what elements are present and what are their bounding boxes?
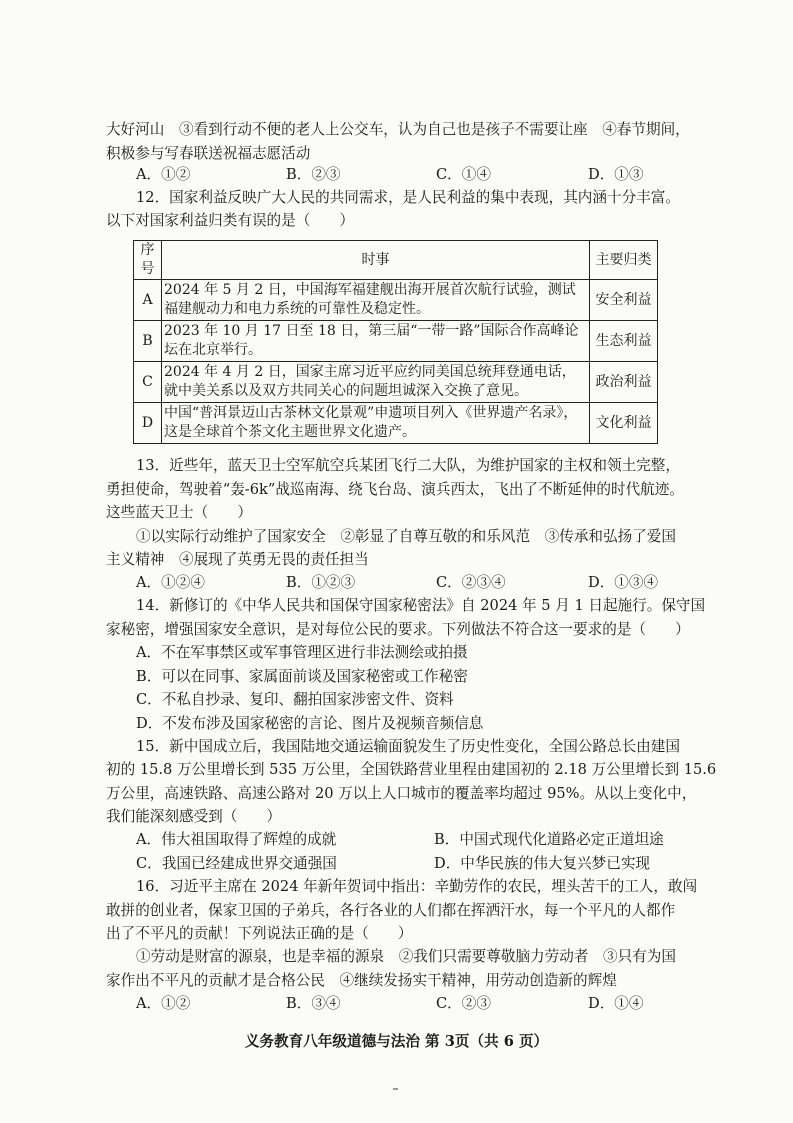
row-event: 2023 年 10 月 17 日至 18 日，第三届“一带一路”国际合作高峰论坛在北京举行。 <box>162 321 590 362</box>
q14-line-1: 14．新修订的《中华人民共和国保守国家秘密法》自 2024 年 5 月 1 日起施行。保守国 <box>136 597 706 614</box>
q13-line-5: 主义精神 ④展现了英勇无畏的责任担当 <box>106 551 369 568</box>
table-header-row <box>134 241 658 280</box>
q15-line-2: 初的 15.8 万公里增长到 535 万公里，全国铁路营业里程由建国初的 2.18 万公里增长到 15.6 <box>106 761 717 778</box>
q12-stem-line-2: 以下对国家利益归类有误的是（ ） <box>106 212 355 229</box>
q12-stem-line-1: 12．国家利益反映广大人民的共同需求，是人民利益的集中表现，其内涵十分丰富。 <box>136 189 680 206</box>
q16-option-b: B．③④ <box>286 995 341 1012</box>
q11-line-2: 积极参与写春联送祝福志愿活动 <box>106 145 311 162</box>
table-row <box>134 280 658 321</box>
q11-option-d: D．①③ <box>588 166 644 183</box>
page-footer: 义务教育八年级道德与法治 第 3页（共 6 页） <box>244 1033 549 1050</box>
q16-line-4: ①劳动是财富的源泉，也是幸福的源泉 ②我们只需要尊敬脑力劳动者 ③只有为国 <box>136 948 676 965</box>
row-event: 中国“普洱景迈山古茶林文化景观”申遗项目列入《世界遗产名录》，这是全球首个茶文化主题世界文化遗产。 <box>162 403 590 444</box>
header-id: 序号 <box>134 241 162 280</box>
row-id: A <box>134 280 162 321</box>
row-category: 文化利益 <box>590 403 658 444</box>
q15-option-d: D．中华民族的伟大复兴梦已实现 <box>434 855 651 872</box>
row-id: C <box>134 362 162 403</box>
q16-line-2: 敢拼的创业者，保家卫国的子弟兵，各行各业的人们都在挥洒汗水，每一个平凡的人都作 <box>106 902 676 919</box>
q13-line-3: 这些蓝天卫士（ ） <box>106 504 252 521</box>
table-row <box>134 403 658 444</box>
q13-line-1: 13．近些年，蓝天卫士空军航空兵某团飞行二大队，为维护国家的主权和领土完整， <box>136 457 680 474</box>
q14-option-c: C．不私自抄录、复印、翻拍国家涉密文件、资料 <box>136 691 454 708</box>
header-category: 主要归类 <box>590 241 658 280</box>
q15-line-3: 万公里，高速铁路、高速公路对 20 万以上人口城市的覆盖率均超过 95%。从以上变化中， <box>106 785 697 802</box>
q15-option-a: A．伟大祖国取得了辉煌的成就 <box>136 831 337 848</box>
q16-option-d: D．①④ <box>588 995 644 1012</box>
q12-table <box>133 240 658 444</box>
table-row <box>134 321 658 362</box>
header-event: 时事 <box>162 241 590 280</box>
q13-line-2: 勇担使命，驾驶着“轰-6k”战巡南海、绕飞台岛、演兵西太，飞出了不断延伸的时代航迹。 <box>106 481 684 498</box>
q16-line-1: 16．习近平主席在 2024 年新年贺词中指出：辛勤劳作的农民，埋头苦干的工人，敢闯 <box>136 878 698 895</box>
row-category: 生态利益 <box>590 321 658 362</box>
q15-line-4: 我们能深刻感受到（ ） <box>106 808 282 825</box>
q11-option-b: B．②③ <box>286 166 341 183</box>
q14-option-b: B．可以在同事、家属面前谈及国家秘密或工作秘密 <box>136 668 468 685</box>
table-row <box>134 362 658 403</box>
q11-option-a: A．①② <box>136 166 191 183</box>
row-event: 2024 年 4 月 2 日，国家主席习近平应约同美国总统拜登通电话，就中美关系以及双方共同关心的问题坦诚深入交换了意见。 <box>162 362 590 403</box>
q11-line-1: 大好河山 ③看到行动不便的老人上公交车，认为自己也是孩子不需要让座 ④春节期间， <box>106 121 690 138</box>
q15-option-b: B．中国式现代化道路必定正道坦途 <box>434 831 664 848</box>
q14-option-d: D．不发布涉及国家秘密的言论、图片及视频音频信息 <box>136 715 484 732</box>
q15-option-c: C．我国已经建成世界交通强国 <box>136 855 337 872</box>
q11-option-c: C．①④ <box>436 166 491 183</box>
q13-option-d: D．①③④ <box>588 574 659 591</box>
row-event: 2024 年 5 月 2 日，中国海军福建舰出海开展首次航行试验，测试福建舰动力和电力系统的可靠性及稳定性。 <box>162 280 590 321</box>
q16-line-5: 家作出不平凡的贡献才是合格公民 ④继续发扬实干精神，用劳动创造新的辉煌 <box>106 972 617 989</box>
q13-option-a: A．①②④ <box>136 574 205 591</box>
q16-line-3: 出了不平凡的贡献！下列说法正确的是（ ） <box>106 925 413 942</box>
q14-line-2: 家秘密，增强国家安全意识，是对每位公民的要求。下列做法不符合这一要求的是（ ） <box>106 621 690 638</box>
q16-option-c: C．②③ <box>436 995 491 1012</box>
q13-line-4: ①以实际行动维护了国家安全 ②彰显了自尊互敬的和乐风范 ③传承和弘扬了爱国 <box>136 528 676 545</box>
q13-option-c: C．②③④ <box>436 574 506 591</box>
row-id: D <box>134 403 162 444</box>
row-category: 政治利益 <box>590 362 658 403</box>
q14-option-a: A．不在军事禁区或军事管理区进行非法测绘或拍摄 <box>136 644 468 661</box>
q16-option-a: A．①② <box>136 995 191 1012</box>
row-id: B <box>134 321 162 362</box>
row-category: 安全利益 <box>590 280 658 321</box>
q13-option-b: B．①②③ <box>286 574 356 591</box>
q15-line-1: 15．新中国成立后，我国陆地交通运输面貌发生了历史性变化，全国公路总长由建国 <box>136 738 680 755</box>
scan-mark <box>393 1088 398 1090</box>
